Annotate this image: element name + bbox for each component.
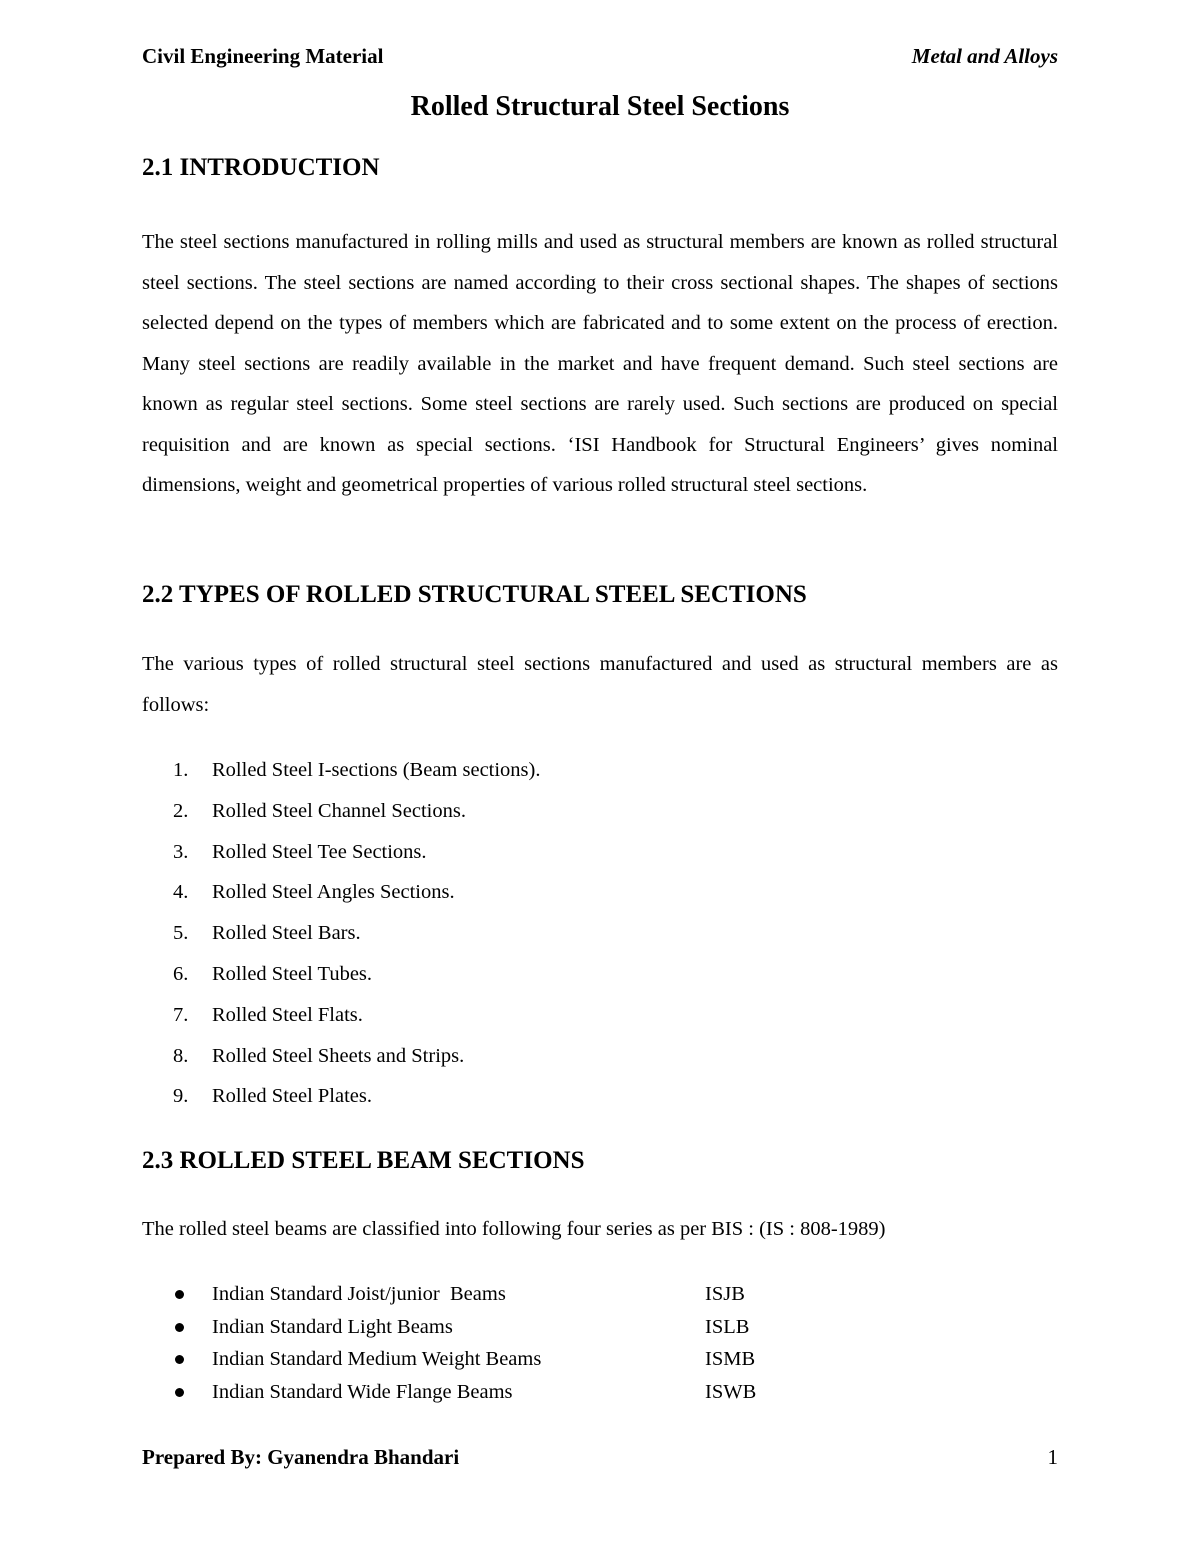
beam-series-abbreviation: ISLB xyxy=(705,1315,750,1338)
list-item-text: Rolled Steel Sheets and Strips. xyxy=(212,1044,465,1067)
list-item-text: Rolled Steel Angles Sections. xyxy=(212,881,455,904)
list-item-text: Rolled Steel Bars. xyxy=(212,922,361,945)
bullet-icon xyxy=(175,1355,184,1364)
list-item-text: Rolled Steel Flats. xyxy=(212,1003,363,1026)
list-item xyxy=(142,1076,1058,1117)
list-item xyxy=(142,872,1058,913)
list-item xyxy=(142,1343,1058,1376)
beam-series-list xyxy=(142,1278,1058,1408)
beam-series-abbreviation: ISWB xyxy=(705,1380,757,1403)
list-item-number: 2. xyxy=(173,799,189,822)
list-item-number: 4. xyxy=(173,881,189,904)
list-item xyxy=(142,1278,1058,1311)
document-title: Rolled Structural Steel Sections xyxy=(410,91,790,122)
list-item xyxy=(142,1311,1058,1344)
beam-series-name: Indian Standard Medium Weight Beams xyxy=(212,1348,542,1370)
page-number: 1 xyxy=(1047,1445,1058,1469)
section-heading-beam-sections: 2.3 ROLLED STEEL BEAM SECTIONS xyxy=(142,1147,585,1174)
bullet-icon xyxy=(175,1290,184,1299)
section-heading-types: 2.2 TYPES OF ROLLED STRUCTURAL STEEL SECTIONS xyxy=(142,581,807,608)
footer-author: Prepared By: Gyanendra Bhandari xyxy=(142,1445,460,1469)
section-types-list xyxy=(142,750,1058,1117)
types-intro-paragraph: The various types of rolled structural steel sections manufactured and used as structural members are as follows: xyxy=(142,653,1058,716)
section-heading-introduction: 2.1 INTRODUCTION xyxy=(142,154,380,181)
beam-series-abbreviation: ISMB xyxy=(705,1348,756,1370)
running-header-left: Civil Engineering Material xyxy=(142,44,384,68)
running-header-right: Metal and Alloys xyxy=(911,44,1058,68)
beams-intro-paragraph: The rolled steel beams are classified into following four series as per BIS : (IS : 808-1989) xyxy=(142,1218,886,1240)
list-item-text: Rolled Steel Channel Sections. xyxy=(212,799,466,822)
beam-series-name: Indian Standard Light Beams xyxy=(212,1315,453,1338)
list-item-number: 8. xyxy=(173,1044,189,1067)
beam-series-name: Indian Standard Wide Flange Beams xyxy=(212,1380,513,1403)
list-item xyxy=(142,832,1058,873)
list-item-number: 3. xyxy=(173,840,189,863)
list-item xyxy=(142,1376,1058,1409)
list-item-text: Rolled Steel Tubes. xyxy=(212,962,373,985)
list-item-text: Rolled Steel Tee Sections. xyxy=(212,840,427,863)
list-item-number: 5. xyxy=(173,922,189,945)
list-item xyxy=(142,913,1058,954)
beam-series-name: Indian Standard Joist/junior Beams xyxy=(212,1283,506,1305)
list-item-number: 1. xyxy=(173,759,189,781)
bullet-icon xyxy=(175,1388,184,1397)
list-item xyxy=(142,995,1058,1036)
list-item-number: 6. xyxy=(173,962,189,985)
bullet-icon xyxy=(175,1323,184,1332)
list-item xyxy=(142,954,1058,995)
list-item-text: Rolled Steel I-sections (Beam sections). xyxy=(212,759,541,781)
list-item-number: 7. xyxy=(173,1003,189,1026)
list-item xyxy=(142,791,1058,832)
list-item xyxy=(142,750,1058,791)
list-item-number: 9. xyxy=(173,1085,189,1108)
list-item-text: Rolled Steel Plates. xyxy=(212,1085,372,1108)
introduction-paragraph: The steel sections manufactured in rolling mills and used as structural members are known as rolled structural steel sections. The steel sections are named according to their cross sectional shapes. The shapes of sections selected depend on the types of members which are fabricated and to some extent on the process of erection. Many steel sections are readily available in the market and have frequent demand. Such steel sections are known as regular steel sections. Some steel sections are rarely used. Such sections are produced on special requisition and are known as special sections. ‘ISI Handbook for Structural Engineers’ gives nominal dimensions, weight and geometrical properties of various rolled structural steel sections. xyxy=(142,231,1058,496)
beam-series-abbreviation: ISJB xyxy=(705,1283,745,1305)
list-item xyxy=(142,1036,1058,1077)
